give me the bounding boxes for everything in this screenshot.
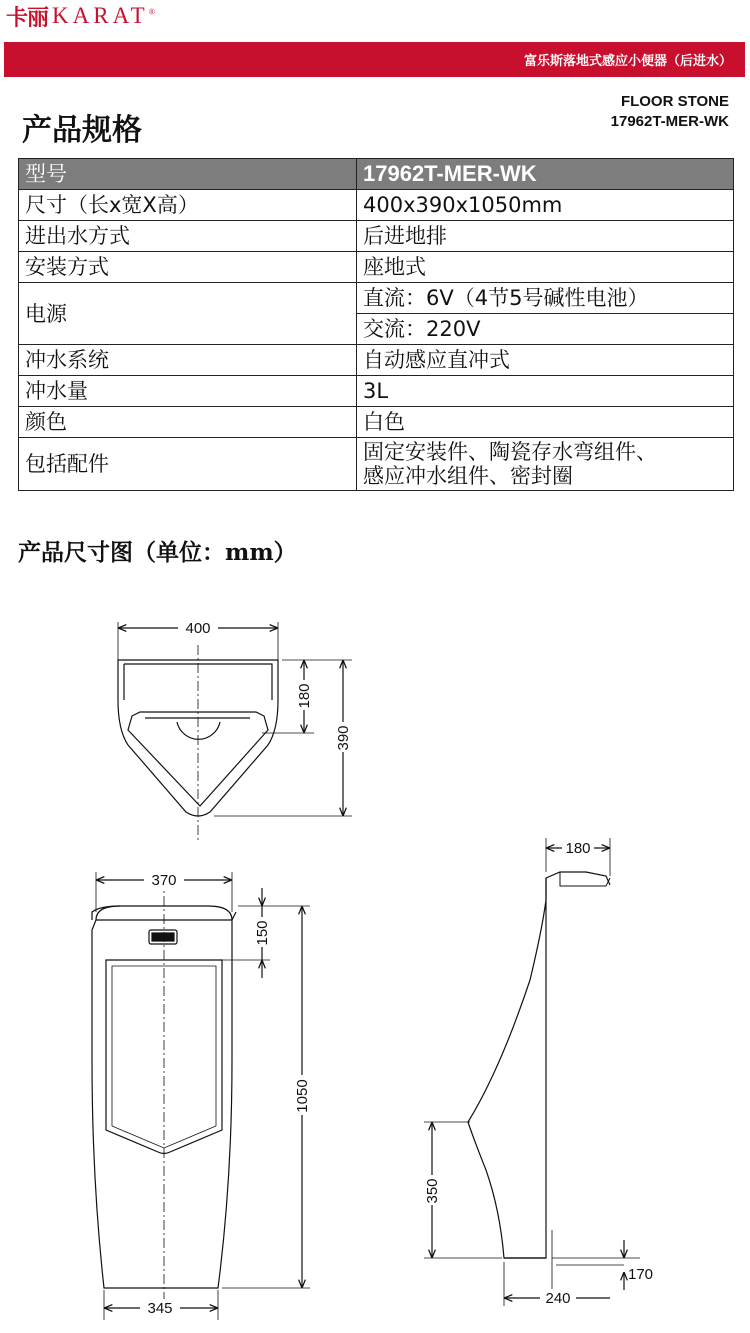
brand-name-cn: 卡丽 — [6, 4, 49, 31]
spec-value: 400x390x1050mm — [357, 190, 734, 221]
dim-front-base: 345 — [147, 1300, 173, 1317]
spec-label: 冲水量 — [19, 376, 357, 407]
spec-value: 固定安装件、陶瓷存水弯组件、 感应冲水组件、密封圈 — [357, 438, 734, 491]
dim-top-h1: 180 — [296, 683, 313, 709]
spec-label: 型号 — [19, 159, 357, 190]
model-code: 17962T-MER-WK — [610, 113, 729, 130]
spec-label: 尺寸（长x宽X高） — [19, 190, 357, 221]
dim-side-outlet: 170 — [628, 1266, 654, 1283]
dim-front-width: 370 — [151, 872, 177, 889]
model-series: FLOOR STONE — [620, 93, 729, 110]
dim-top-h2: 390 — [335, 725, 352, 751]
spec-value: 直流：6V（4节5号碱性电池） — [357, 283, 734, 314]
spec-value: 后进地排 — [357, 221, 734, 252]
spec-label: 电源 — [19, 283, 357, 345]
spec-label: 颜色 — [19, 407, 357, 438]
dimension-title: 产品尺寸图（单位：mm） — [18, 539, 297, 566]
spec-value: 17962T-MER-WK — [357, 159, 734, 190]
dim-front-height: 1050 — [294, 1079, 311, 1113]
banner-text: 富乐斯落地式感应小便器（后进水） — [523, 54, 732, 69]
spec-label: 安装方式 — [19, 252, 357, 283]
side-view-drawing — [424, 838, 640, 1306]
spec-label: 冲水系统 — [19, 345, 357, 376]
spec-title: 产品规格 — [22, 113, 142, 148]
spec-value: 交流：220V — [357, 314, 734, 345]
dim-side-base: 240 — [545, 1290, 571, 1307]
spec-label: 包括配件 — [19, 438, 357, 491]
dim-front-sensor: 150 — [254, 920, 271, 946]
spec-value: 座地式 — [357, 252, 734, 283]
front-view-drawing — [92, 872, 310, 1320]
brand-name-en: KARAT® — [52, 3, 155, 28]
spec-value: 白色 — [357, 407, 734, 438]
dim-side-top: 180 — [565, 840, 591, 857]
spec-label: 进出水方式 — [19, 221, 357, 252]
spec-value: 自动感应直冲式 — [357, 345, 734, 376]
spec-value: 3L — [357, 376, 734, 407]
dim-side-inlet: 350 — [424, 1178, 441, 1204]
top-view-drawing — [118, 622, 352, 840]
dim-top-width: 400 — [185, 620, 211, 637]
